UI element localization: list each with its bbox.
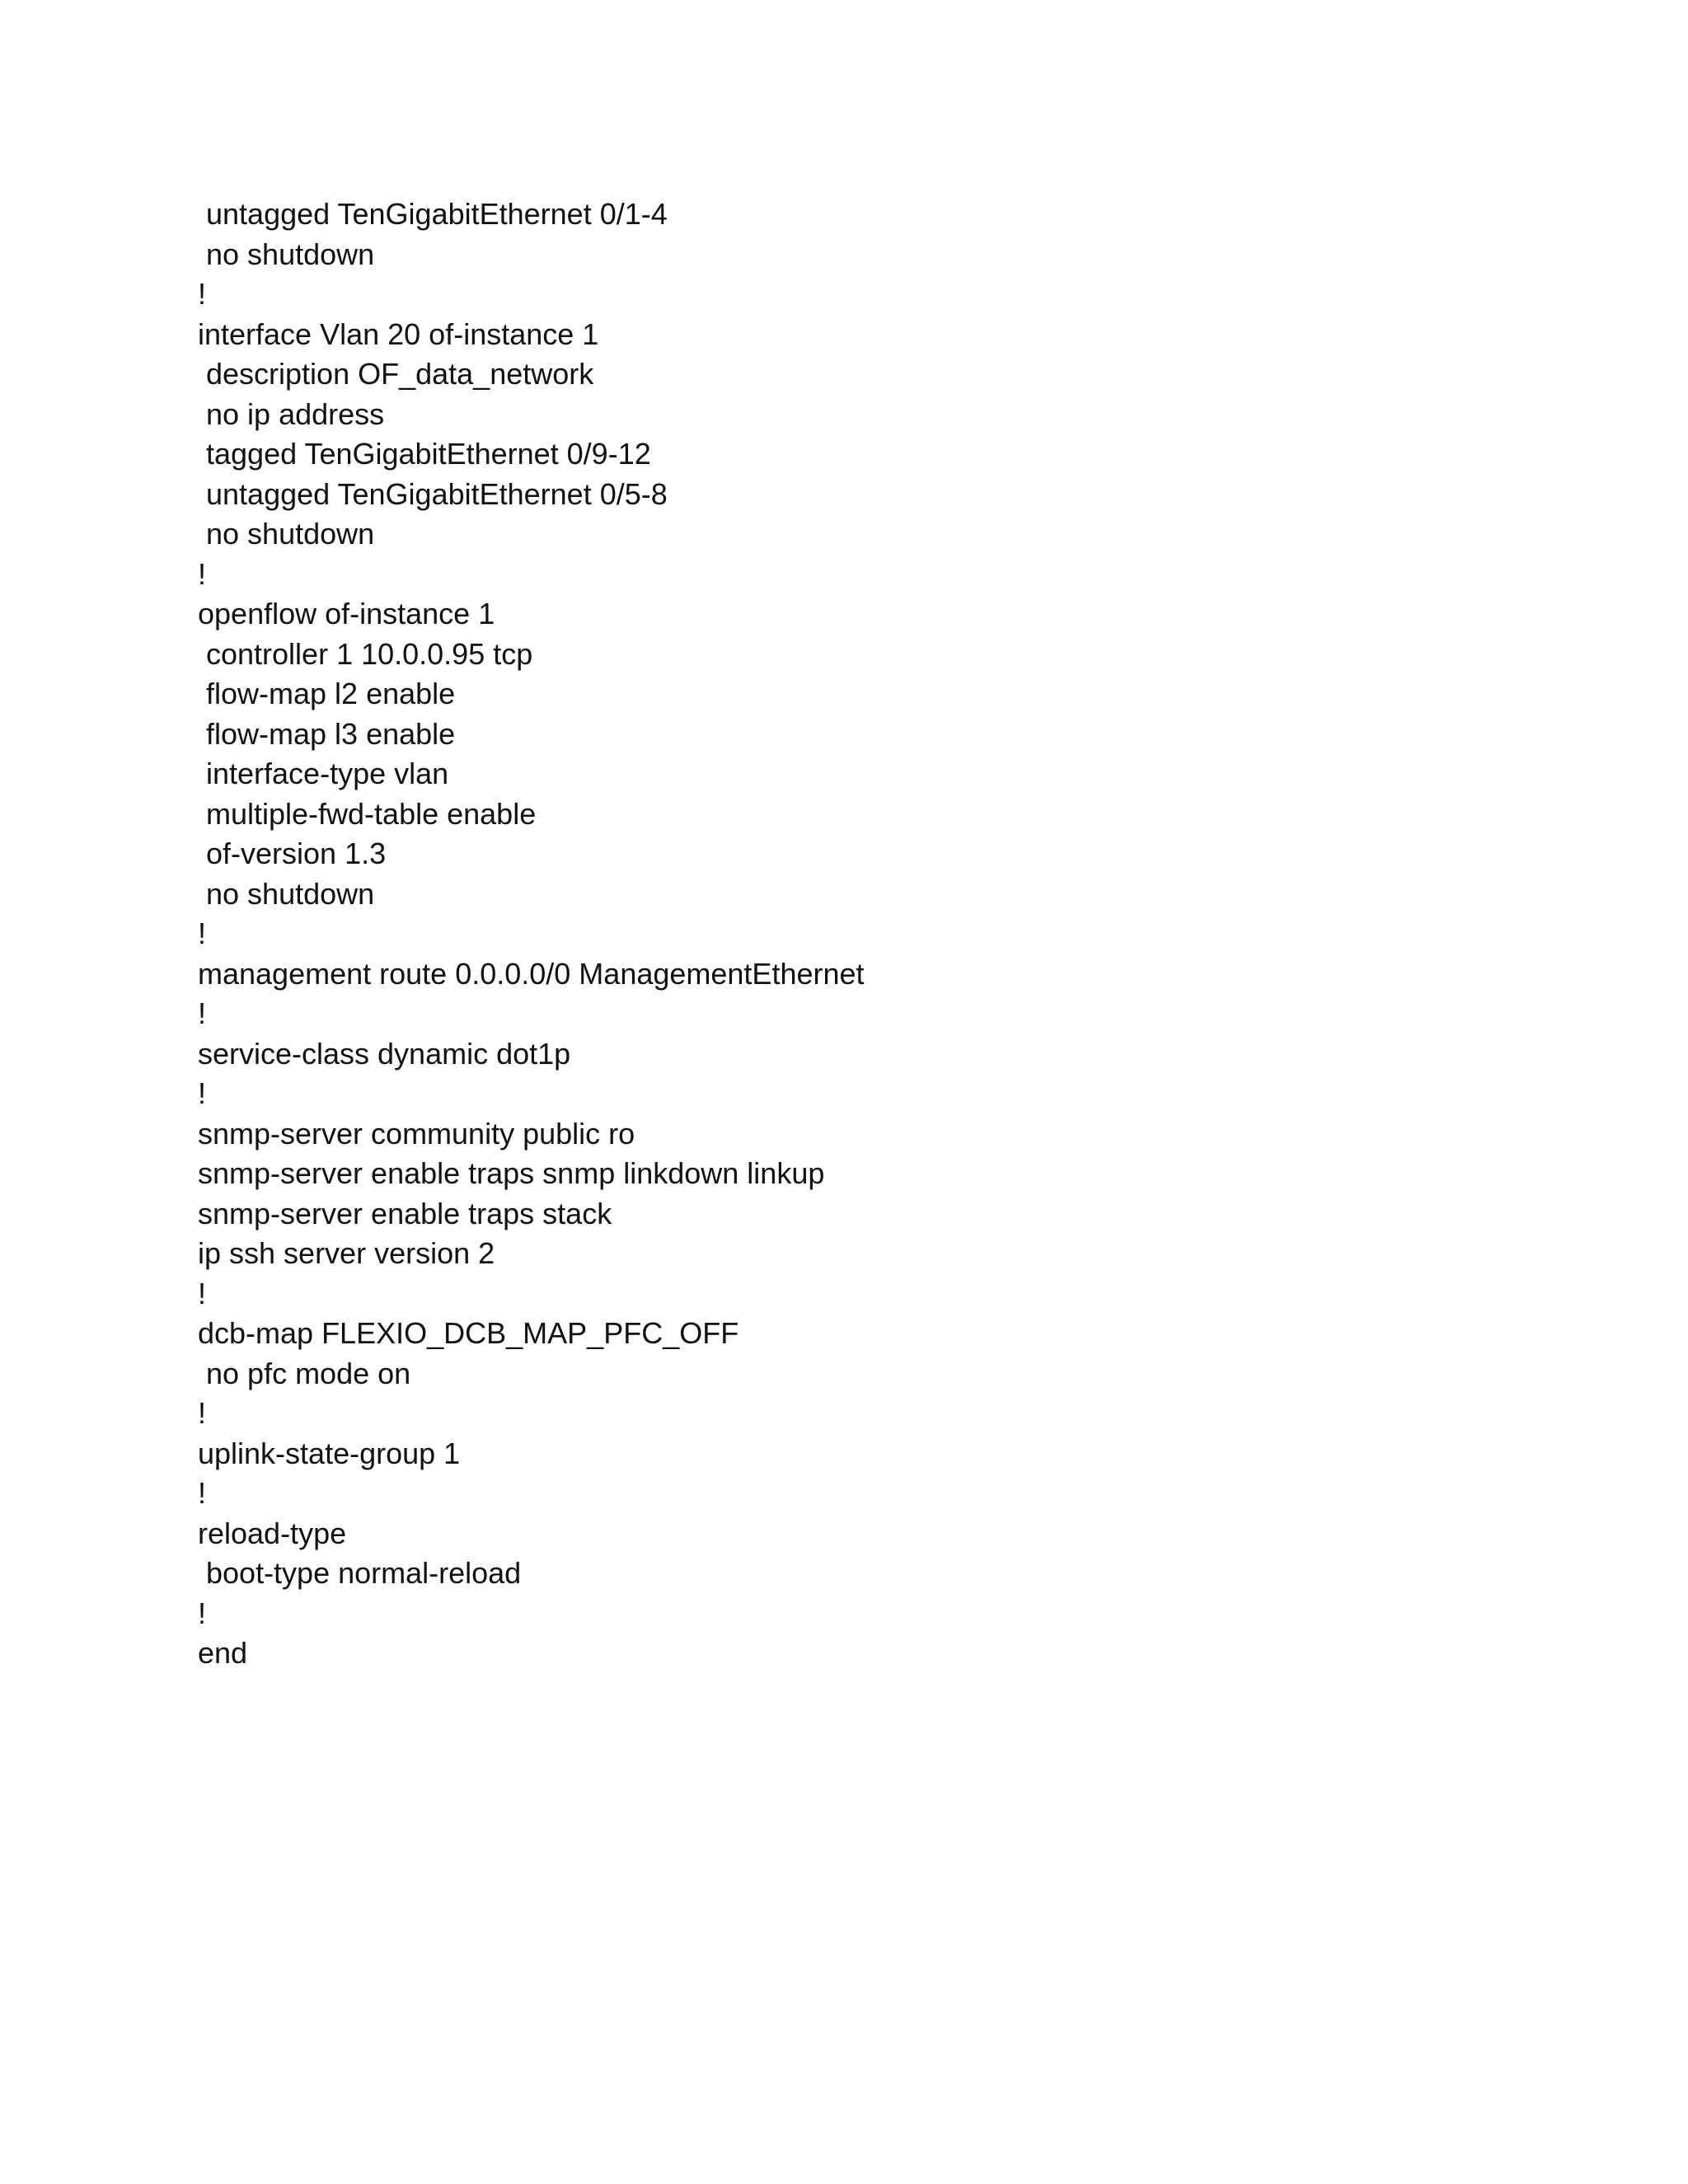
config-line: ! [198,556,207,591]
config-line: ! [198,1396,207,1430]
config-line: openflow of-instance 1 [198,597,495,630]
config-line: snmp-server community public ro [198,1116,635,1151]
config-line: interface Vlan 20 of-instance 1 [198,316,599,351]
config-line: ! [198,1476,207,1510]
config-listing [198,194,865,1674]
config-line: boot-type normal-reload [198,1556,522,1590]
config-line: ! [198,1596,207,1630]
config-line: description OF_data_network [198,357,594,391]
config-line: untagged TenGigabitEthernet 0/5-8 [198,476,668,511]
config-line: flow-map l3 enable [198,716,456,751]
config-line: ! [198,1076,207,1110]
config-line: ! [198,1276,207,1310]
config-line: flow-map l2 enable [198,677,456,710]
config-line: no shutdown [198,237,375,271]
config-line: reload-type [198,1516,347,1550]
config-line: ! [198,916,207,950]
config-line: no pfc mode on [198,1356,411,1390]
config-line: multiple-fwd-table enable [198,796,537,831]
config-line: no shutdown [198,876,375,911]
config-line: ! [198,996,207,1030]
config-line: snmp-server enable traps snmp linkdown linkup [198,1156,825,1190]
config-line: management route 0.0.0.0/0 ManagementEthernet [198,956,865,991]
config-line: controller 1 10.0.0.95 tcp [198,636,533,671]
config-line: ip ssh server version 2 [198,1236,495,1270]
config-line: of-version 1.3 [198,837,387,870]
config-line: no shutdown [198,517,375,551]
config-line: ! [198,277,207,311]
config-line: dcb-map FLEXIO_DCB_MAP_PFC_OFF [198,1316,739,1350]
config-line: interface-type vlan [198,757,449,790]
config-line: end [198,1636,248,1670]
config-line: service-class dynamic dot1p [198,1036,571,1071]
config-line: no ip address [198,396,385,431]
config-line: snmp-server enable traps stack [198,1196,612,1230]
config-line: uplink-state-group 1 [198,1436,461,1470]
config-line: tagged TenGigabitEthernet 0/9-12 [198,437,651,471]
config-line: untagged TenGigabitEthernet 0/1-4 [198,197,668,231]
